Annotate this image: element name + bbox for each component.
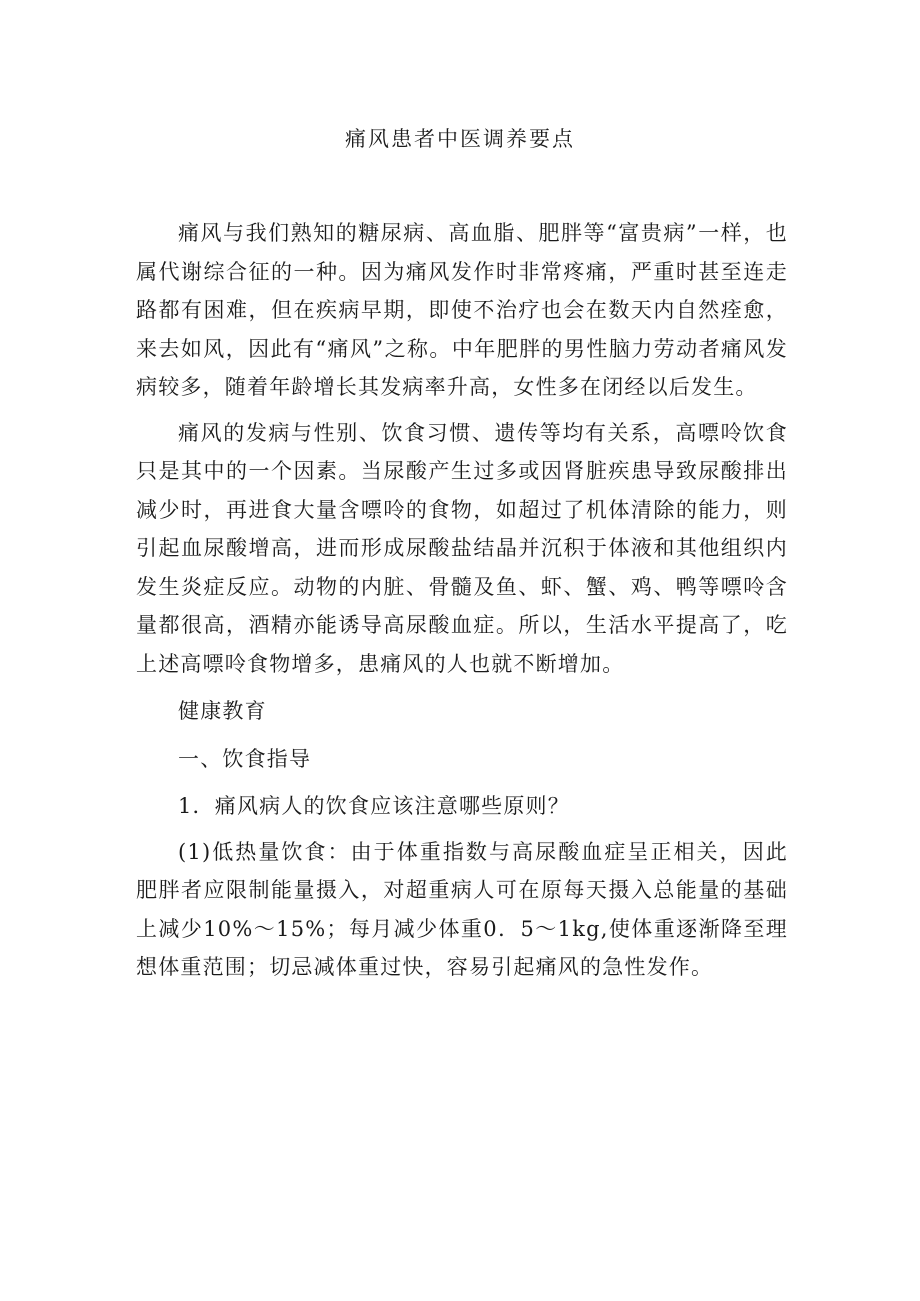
document-body (136, 214, 788, 987)
question-heading: 1．痛风病人的饮食应该注意哪些原则？ (178, 794, 570, 818)
cause-paragraph: 痛风的发病与性别、饮食习惯、遗传等均有关系，高嘌呤饮食只是其中的一个因素。当尿酸产生过多或因肾脏疾患导致尿酸排出减少时，再进食大量含嘌呤的食物，如超过了机体清除的能力，则引起血尿酸增高，进而形成尿酸盐结晶并沉积于体液和其他组织内发生炎症反应。动物的内脏、骨髓及鱼、虾、蟹、鸡、鸭等嘌呤含量都很高，酒精亦能诱导高尿酸血症。所以，生活水平提高了，吃上述高嘌呤食物增多，患痛风的人也就不断增加。 (136, 420, 788, 676)
diet-point-paragraph: (1)低热量饮食：由于体重指数与高尿酸血症呈正相关，因此肥胖者应限制能量摄入，对超重病人可在原每天摄入总能量的基础上减少10%～15%；每月减少体重0．5～1kg,使体重逐渐降至理想体重范围；切忌减体重过快，容易引起痛风的急性发作。 (136, 839, 788, 979)
intro-paragraph: 痛风与我们熟知的糖尿病、高血脂、肥胖等“富贵病”一样，也属代谢综合征的一种。因为痛风发作时非常疼痛，严重时甚至连走路都有困难，但在疾病早期，即使不治疗也会在数天内自然痊愈，来去如风，因此有“痛风”之称。中年肥胖的男性脑力劳动者痛风发病较多，随着年龄增长其发病率升高，女性多在闭经以后发生。 (136, 221, 788, 399)
subsection-heading: 一、饮食指导 (178, 746, 312, 771)
document-title: 痛风患者中医调养要点 (345, 127, 575, 151)
section-heading: 健康教育 (178, 699, 267, 723)
